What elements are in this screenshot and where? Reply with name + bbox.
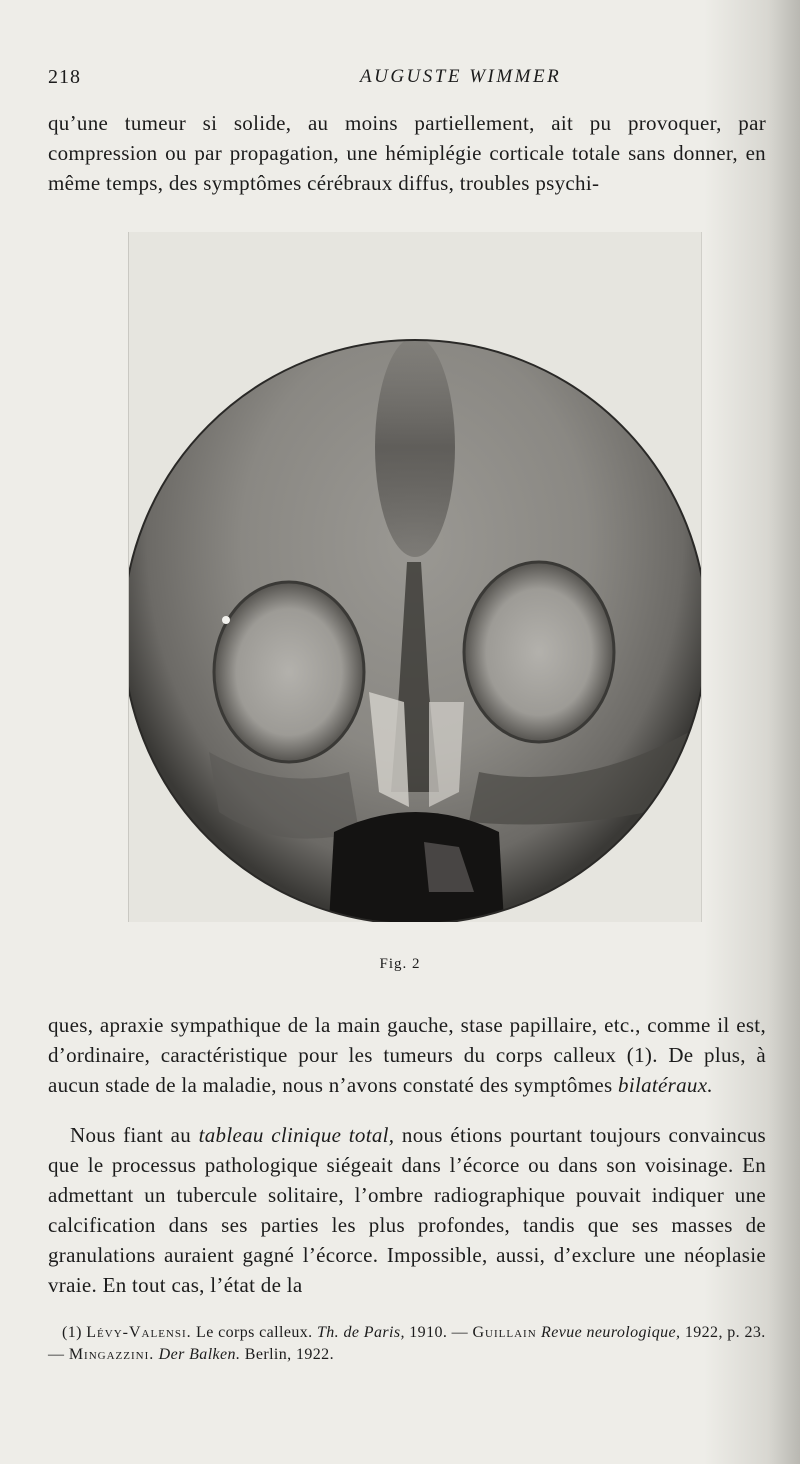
footnote-year-1: 1910. — <box>409 1324 469 1341</box>
paragraph-top: qu’une tumeur si solide, au moins partiellement, ait pu provoquer, par compression ou par propagation, une hémiplégie corticale totale sans donner, en même temps, des symptômes cérébraux diffus, troubles psychi- <box>48 111 766 195</box>
footnote-pub-1: Th. de Paris, <box>316 1324 405 1341</box>
figure-caption: Fig. 2 <box>379 956 421 972</box>
footnote-ref-3: Berlin, 1922. <box>244 1346 334 1363</box>
paragraph-bottom-italic: tableau clinique total, <box>198 1123 395 1147</box>
footnote-journal-2: Revue neurologique, <box>541 1324 681 1341</box>
paragraph-middle-text: ques, apraxie sympathique de la main gauche, stase papillaire, etc., comme il est, d’ordinaire, caractéristique pour les tumeurs du corps calleux (1). De plus, à aucun stade de la maladie, nous n’avons constaté des symptômes <box>48 1013 766 1097</box>
footnote-line <box>48 1322 766 1366</box>
paragraph-bottom-text-a: Nous fiant au <box>70 1123 192 1147</box>
paragraph-middle <box>48 1010 766 1100</box>
xray-image <box>129 232 701 922</box>
footnote-title-1: Le corps calleux. <box>196 1324 313 1341</box>
footnote-author-2: Guillain <box>472 1324 537 1341</box>
footnote-author-3: Mingazzini. <box>68 1346 155 1363</box>
footnote <box>48 1322 766 1366</box>
paragraph-bottom-text-b: nous étions pourtant toujours convaincus que le processus pathologique siégeait dans l’écorce ou dans son voisinage. En admettant un tubercule solitaire, l’ombre radiographique pouvait indiquer une calcification dans ses parties les plus profondes, tandis que ses masses de granulations auraient gagné l’écorce. Impossible, aussi, d’exclure une néoplasie vraie. En tout cas, l’état de la <box>48 1123 766 1297</box>
page-header <box>48 66 768 96</box>
paragraph-middle-italic: bilatéraux. <box>618 1073 713 1097</box>
footnote-author-1: Lévy-Valensi. <box>86 1324 192 1341</box>
running-head: AUGUSTE WIMMER <box>360 66 562 87</box>
paragraph-bottom <box>48 1120 766 1300</box>
footnote-number: (1) <box>62 1324 82 1341</box>
page-number: 218 <box>48 66 81 88</box>
footnote-ref-2: 1922, p. 23. — <box>48 1324 766 1363</box>
footnote-title-3: Der Balken. <box>158 1346 241 1363</box>
figure-xray <box>128 232 702 922</box>
